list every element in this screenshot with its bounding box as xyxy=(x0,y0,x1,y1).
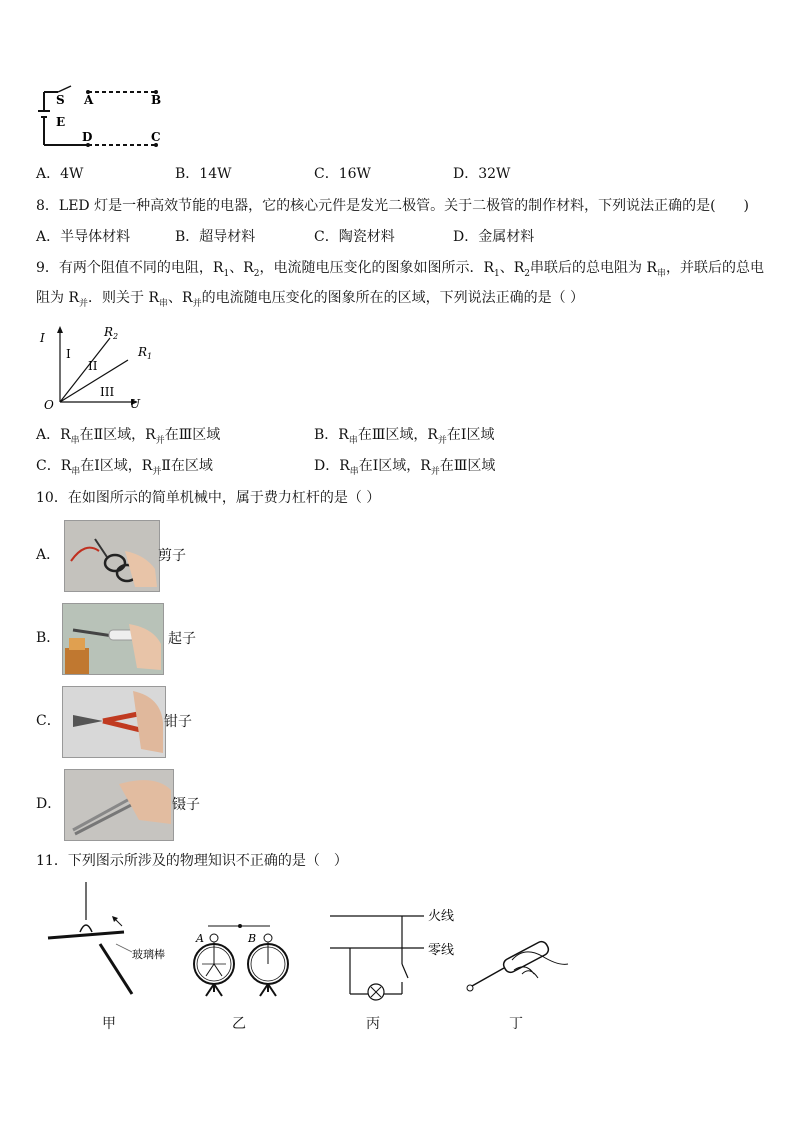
q10-option-d[interactable]: D． xyxy=(36,796,62,812)
q10-option-c[interactable]: C． xyxy=(36,713,61,729)
bottle-opener-photo[interactable] xyxy=(62,603,164,675)
label-c: C xyxy=(151,130,161,144)
q11-question: 11．下列图示所涉及的物理知识不正确的是（ ） xyxy=(36,853,348,869)
q9-option-a[interactable]: A．$R_串$在Ⅱ区域，$R_并$在Ⅲ区域 xyxy=(36,427,221,446)
figure-yi xyxy=(190,920,300,1000)
label-a: A xyxy=(84,93,94,107)
r1-label: $R_1$ xyxy=(138,345,153,361)
tweezers-icon xyxy=(65,770,173,840)
q8-option-a[interactable]: A．半导体材料 xyxy=(36,229,131,245)
electroscope-a-label: A xyxy=(196,932,204,945)
caption-ding: 丁 xyxy=(509,1016,523,1032)
label-s: S xyxy=(56,93,65,107)
q7-option-a[interactable]: A．4W xyxy=(36,166,84,182)
tweezers-photo[interactable] xyxy=(64,769,174,841)
q8-option-b[interactable]: B．超导材料 xyxy=(175,229,256,245)
neutral-wire-label: 零线 xyxy=(428,943,455,958)
caption-bing: 丙 xyxy=(366,1016,380,1032)
live-wire-label: 火线 xyxy=(428,909,455,924)
q9-option-b[interactable]: B．$R_串$在Ⅲ区域，$R_并$在Ⅰ区域 xyxy=(314,427,495,446)
q8-question: 8．LED 灯是一种高效节能的电器，它的核心元件是发光二极管。关于二极管的制作材料，下列说法正确的是( ) xyxy=(36,198,750,214)
scissors-photo[interactable] xyxy=(64,520,160,592)
electroscope-b-label: B xyxy=(248,932,257,945)
caption-jia: 甲 xyxy=(102,1016,116,1032)
figure-jia xyxy=(46,882,176,1002)
zone-3: III xyxy=(100,385,115,399)
axis-i-label: I xyxy=(40,331,45,345)
q10-caption-c: 钳子 xyxy=(164,714,192,730)
q7-option-c[interactable]: C．16W xyxy=(314,166,371,182)
iu-graph xyxy=(36,324,166,416)
q9-question-line1: 9．有两个阻值不同的电阻，$R_1$、$R_2$，电流随电压变化的图象如图所示．$R_1$、$R_2$串联后的总电阻为 $R_串$，并联后的总电 xyxy=(36,260,765,279)
q8-option-c[interactable]: C．陶瓷材料 xyxy=(314,229,395,245)
q9-option-d[interactable]: D．$R_串$在Ⅰ区域，$R_并$在Ⅲ区域 xyxy=(314,458,496,477)
q9-question-line2: 阻为 $R_并$．则关于 $R_串$、$R_并$的电流随电压变化的图象所在的区域，下列说法正确的是（ ） xyxy=(36,290,585,309)
q7-option-b[interactable]: B．14W xyxy=(175,166,232,182)
circuit-diagram-top xyxy=(36,82,166,152)
q8-option-d[interactable]: D．金属材料 xyxy=(453,229,535,245)
zone-2: II xyxy=(88,359,98,373)
label-e: E xyxy=(56,115,66,129)
r2-label: $R_2$ xyxy=(104,325,119,341)
q10-option-b[interactable]: B． xyxy=(36,630,61,646)
q10-caption-b: 起子 xyxy=(168,631,196,647)
bottle-opener-icon xyxy=(63,604,163,674)
caption-yi: 乙 xyxy=(232,1016,246,1032)
zone-1: I xyxy=(66,347,71,361)
pliers-photo[interactable] xyxy=(62,686,166,758)
label-b: B xyxy=(151,93,162,107)
figure-bing xyxy=(330,904,470,1004)
q10-caption-d: 镊子 xyxy=(172,797,200,813)
q10-caption-a: 剪子 xyxy=(158,548,186,564)
q10-option-a[interactable]: A． xyxy=(36,547,61,563)
label-d: D xyxy=(82,130,93,144)
origin-label: O xyxy=(44,398,54,412)
q9-option-c[interactable]: C．$R_串$在Ⅰ区域，$R_并Ⅱ$在区域 xyxy=(36,458,213,477)
axis-u-label: U xyxy=(130,397,141,411)
glass-rod-label: 玻璃棒 xyxy=(132,948,165,961)
figure-ding xyxy=(464,936,574,996)
pliers-icon xyxy=(63,687,165,757)
q10-question: 10．在如图所示的简单机械中，属于费力杠杆的是（ ） xyxy=(36,490,381,506)
q7-option-d[interactable]: D．32W xyxy=(453,166,511,182)
scissors-icon xyxy=(65,521,159,591)
